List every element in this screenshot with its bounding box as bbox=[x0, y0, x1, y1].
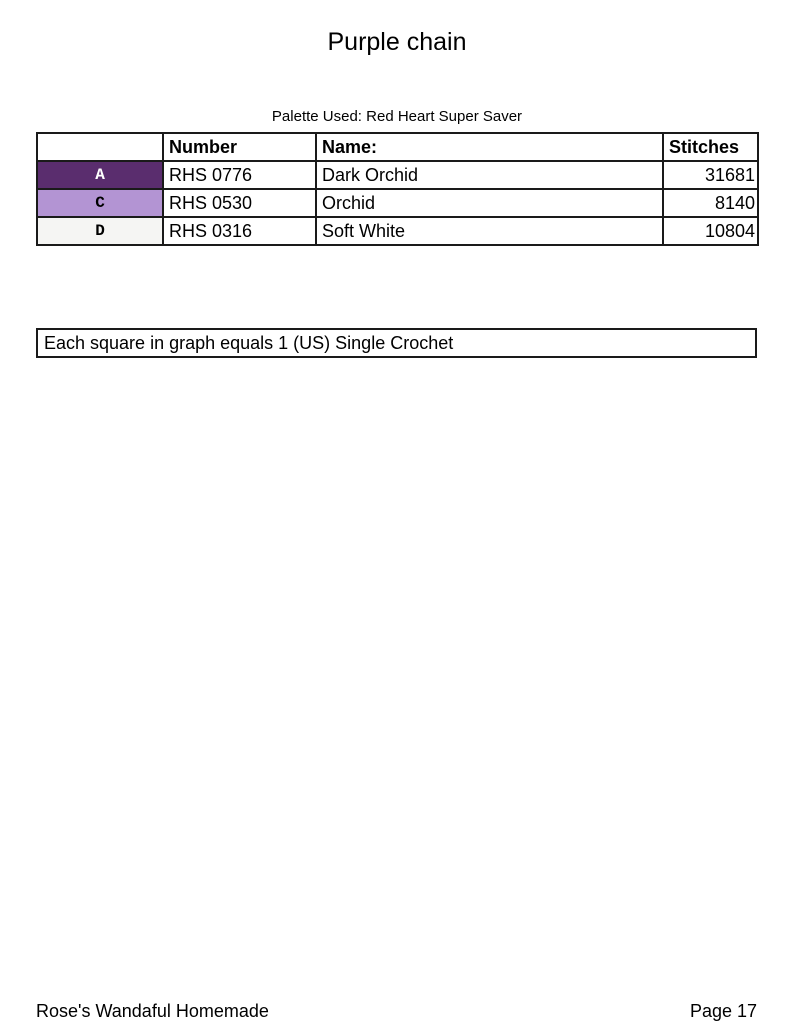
table-row bbox=[37, 161, 758, 189]
yarn-number: RHS 0530 bbox=[163, 189, 316, 217]
name-header: Name: bbox=[316, 133, 663, 161]
color-swatch: C bbox=[37, 189, 163, 217]
footer-author: Rose's Wandaful Homemade bbox=[36, 1001, 269, 1021]
palette-table bbox=[36, 132, 759, 246]
yarn-number: RHS 0776 bbox=[163, 161, 316, 189]
yarn-name: Soft White bbox=[316, 217, 663, 245]
table-row bbox=[37, 189, 758, 217]
stitch-note: Each square in graph equals 1 (US) Single Crochet bbox=[36, 328, 757, 358]
yarn-name: Dark Orchid bbox=[316, 161, 663, 189]
table-row bbox=[37, 217, 758, 245]
color-swatch: A bbox=[37, 161, 163, 189]
number-header: Number bbox=[163, 133, 316, 161]
symbol-header bbox=[37, 133, 163, 161]
yarn-number: RHS 0316 bbox=[163, 217, 316, 245]
yarn-name: Orchid bbox=[316, 189, 663, 217]
table-header-row bbox=[37, 133, 758, 161]
stitch-count: 31681 bbox=[663, 161, 758, 189]
page-number: Page 17 bbox=[689, 1001, 757, 1021]
palette-caption: Palette Used: Red Heart Super Saver bbox=[271, 108, 523, 125]
stitches-header: Stitches bbox=[663, 133, 758, 161]
stitch-count: 10804 bbox=[663, 217, 758, 245]
stitch-count: 8140 bbox=[663, 189, 758, 217]
color-swatch: D bbox=[37, 217, 163, 245]
page-title: Purple chain bbox=[327, 28, 467, 56]
